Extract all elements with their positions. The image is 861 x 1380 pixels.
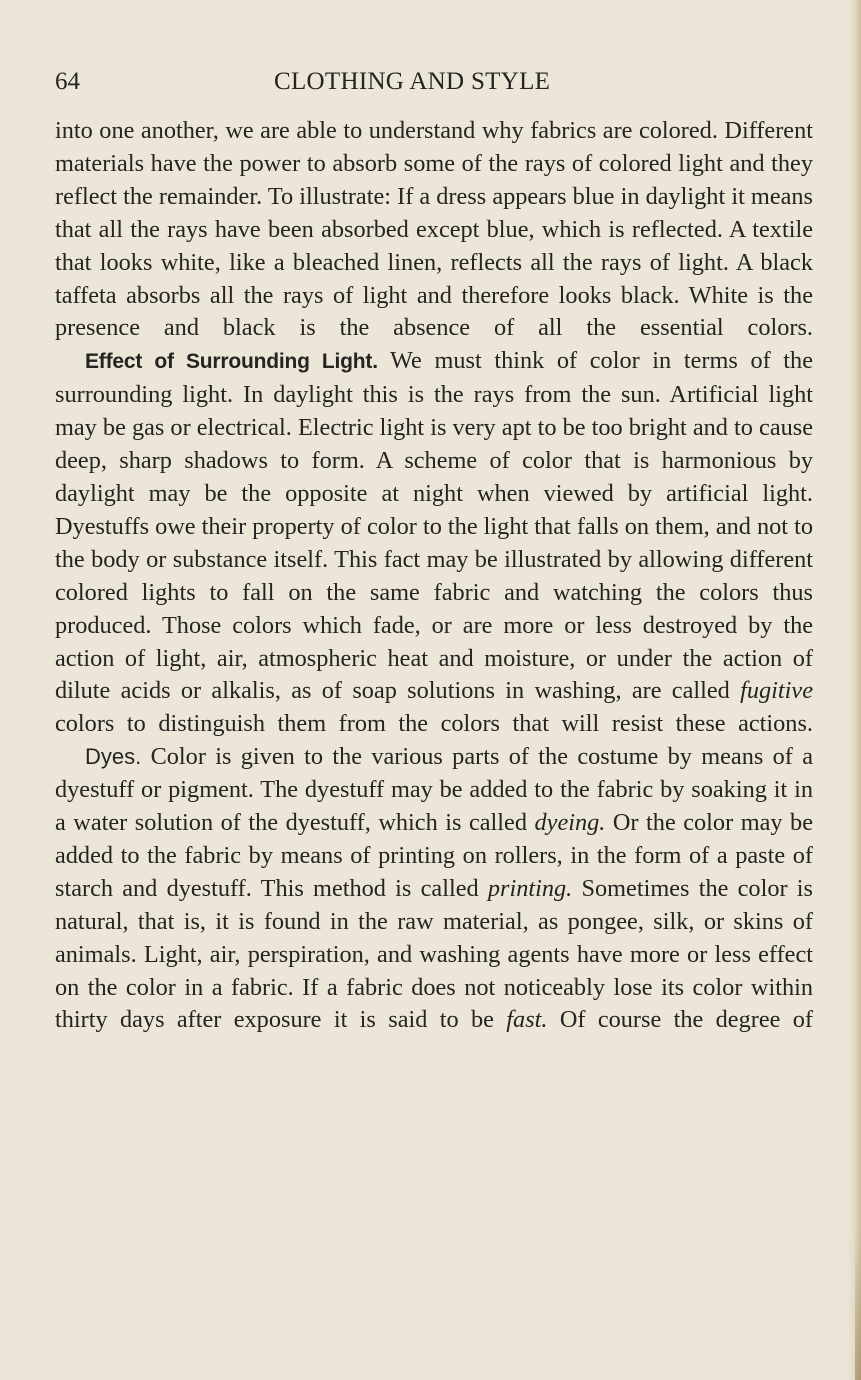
page-header bbox=[55, 66, 813, 98]
italic-term-printing: printing. bbox=[487, 874, 573, 902]
page-number: 64 bbox=[55, 68, 80, 95]
italic-term-dyeing: dyeing. bbox=[534, 809, 606, 837]
paragraph-text: colors to distinguish them from the colors that will resist these actions. bbox=[55, 710, 813, 738]
page-edge-shadow bbox=[855, 1230, 861, 1380]
running-title: CLOTHING AND STYLE bbox=[274, 68, 551, 95]
page-edge bbox=[847, 0, 861, 1380]
paragraph-text: Sometimes the color is natural, that is, it is found in the raw material, as pongee, silk, or skins of animals. Light, air, perspiration, and washing agents have more or less effect on the color in a fabric. If a fabric does not noticeably lose its color within thirty days after exposure it is said to be bbox=[55, 874, 814, 1034]
paragraph-text: into one another, we are able to understand why fabrics are colored. Different materials have the power to absorb some of the rays of colored light and they reflect the remainder. To illustrate: If a dress appears blue in daylight it means that all the rays have been absorbed except blue, which is reflected. A textile that looks white, like a bleached linen, reflects all the rays of light. A black taffeta absorbs all the rays of light and therefore looks black. White is the presence and black is the absence of all the essential colors. bbox=[55, 117, 813, 342]
paragraph-color-absorption bbox=[55, 115, 813, 345]
body-text bbox=[55, 115, 813, 1037]
paragraph-text: Or the color may be added to the fabric by means of printing on rollers, in the form of a paste of starch and dyestuff. This method is called bbox=[55, 809, 813, 902]
paragraph-text: We must think of color in terms of the surrounding light. In daylight this is the rays from the sun. Artificial light may be gas or electrical. Electric light is very apt to be too bright and to cause deep, sharp shadows to form. A scheme of color that is harmonious by daylight may be the opposite at night when viewed by artificial light. Dyestuffs owe their property of color to the light that falls on them, and not to the body or substance itself. This fact may be illustrated by allowing different colored lights to fall on the same fabric and watching the colors thus produced. Those colors which fade, or are more or less destroyed by the action of light, air, atmospheric heat and moisture, or under the action of dilute acids or alkalis, as of soap solutions in washing, are called bbox=[55, 347, 813, 705]
paragraph-text: Color is given to the various parts of the costume by means of a dyestuff or pigment. The dyestuff may be added to the fabric by soaking it in a water solution of the dyestuff, which is called bbox=[55, 743, 813, 837]
section-heading-surrounding-light: Effect of Surrounding Light. bbox=[85, 350, 378, 374]
paragraph-surrounding-light bbox=[55, 345, 813, 741]
italic-term-fast: fast. bbox=[506, 1006, 548, 1034]
italic-term-fugitive: fugitive bbox=[740, 677, 813, 705]
paragraph-text: Of course the degree of bbox=[547, 1006, 813, 1034]
section-heading-dyes: Dyes. bbox=[85, 744, 142, 770]
paragraph-dyes bbox=[55, 741, 813, 1037]
